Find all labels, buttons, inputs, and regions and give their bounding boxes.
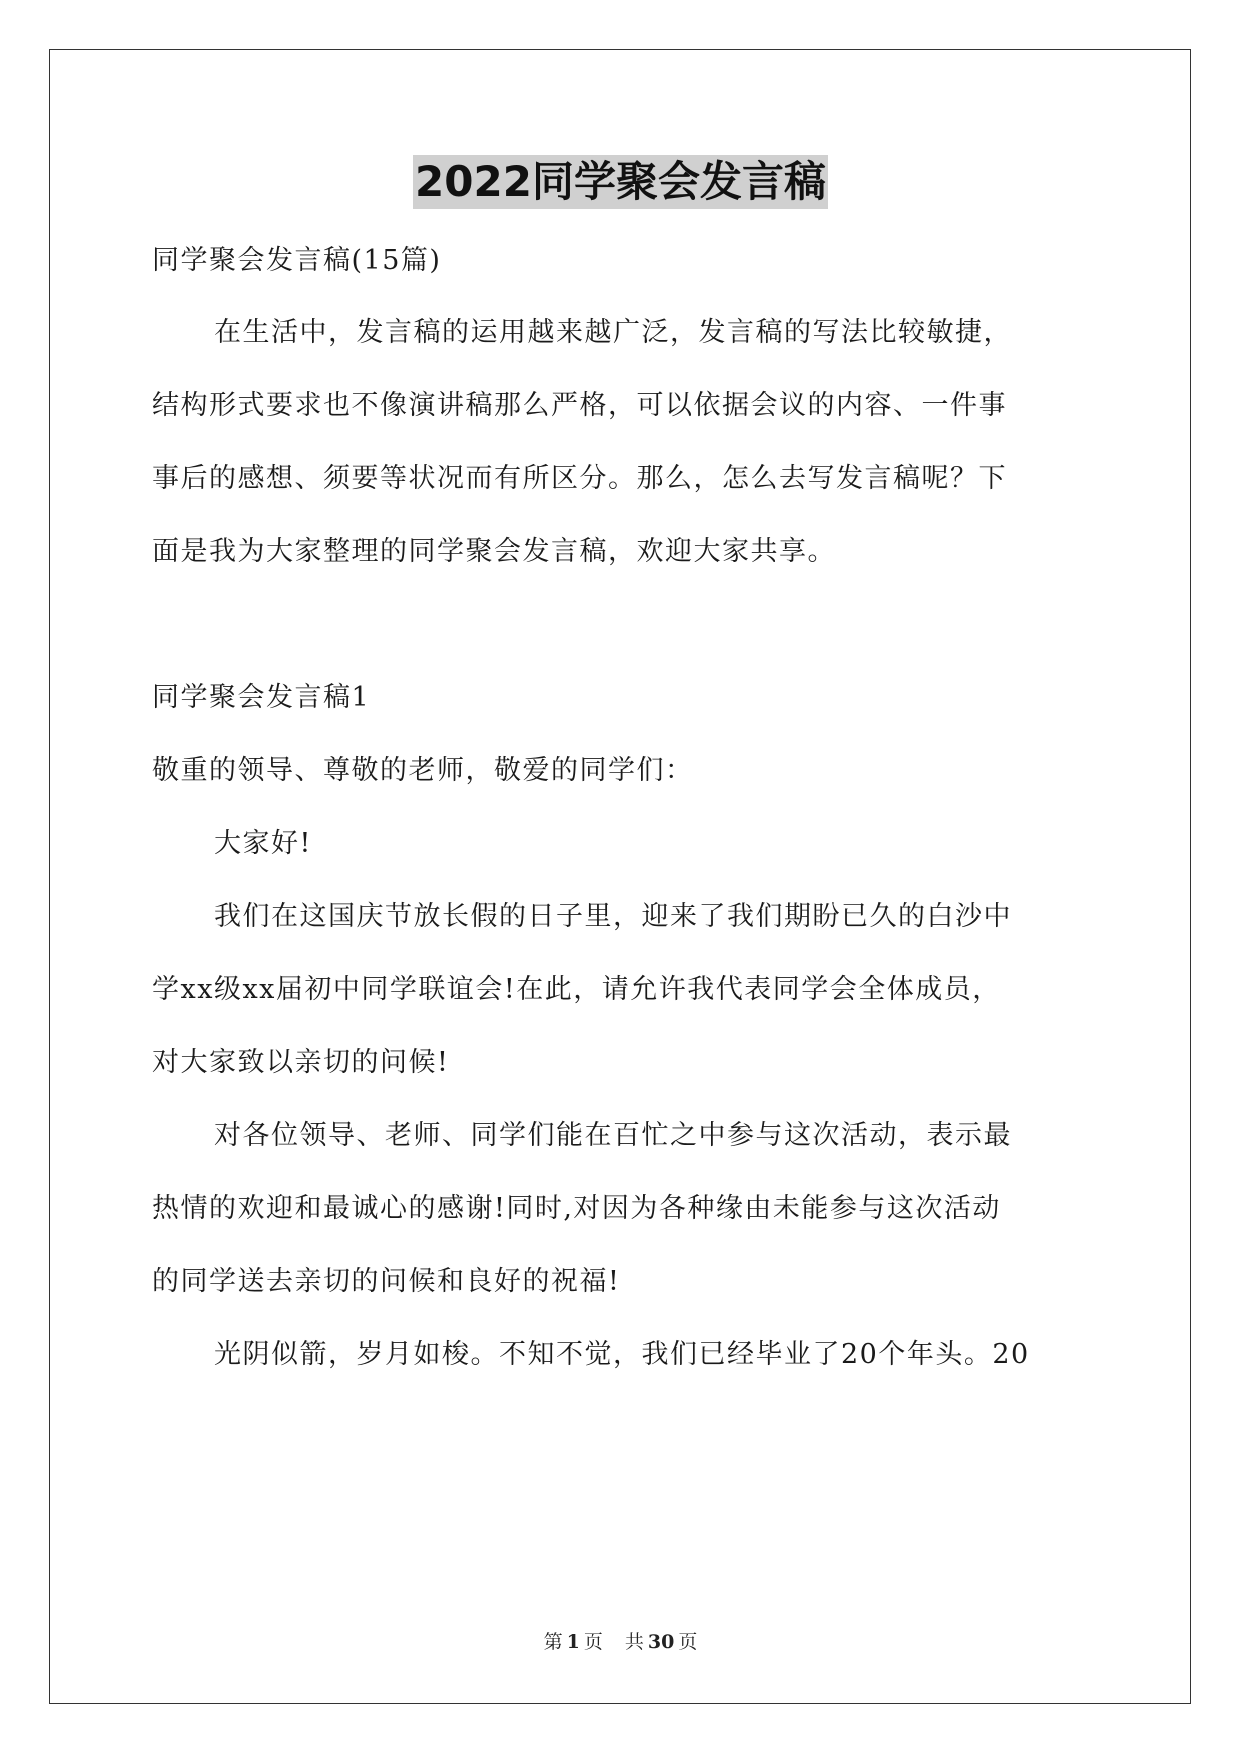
- paragraph-line: 事后的感想、须要等状况而有所区分。那么，怎么去写发言稿呢？下: [152, 463, 1007, 494]
- paragraph-line: 对各位领导、老师、同学们能在百忙之中参与这次活动，表示最: [214, 1120, 1012, 1151]
- paragraph-line: 在生活中，发言稿的运用越来越广泛，发言稿的写法比较敏捷，: [214, 317, 1012, 348]
- page-suffix: 页: [583, 1631, 603, 1653]
- paragraph-line: 面是我为大家整理的同学聚会发言稿，欢迎大家共享。: [152, 536, 836, 567]
- paragraph-line: 的同学送去亲切的问候和良好的祝福!: [152, 1266, 621, 1297]
- paragraph-line: 结构形式要求也不像演讲稿那么严格，可以依据会议的内容、一件事: [152, 390, 1007, 421]
- paragraph-line: 学xx级xx届初中同学联谊会!在此，请允许我代表同学会全体成员，: [152, 974, 1001, 1005]
- page-prefix: 第: [543, 1631, 563, 1653]
- section-heading: 同学聚会发言稿1: [152, 682, 371, 713]
- document-title: 2022同学聚会发言稿: [413, 155, 828, 209]
- page-number: 1: [566, 1631, 580, 1653]
- page-footer: [0, 1630, 1241, 1654]
- salutation-line: 敬重的领导、尊敬的老师，敬爱的同学们：: [152, 755, 694, 786]
- page-indicator: [540, 1631, 607, 1653]
- paragraph-line: 对大家致以亲切的问候!: [152, 1047, 450, 1078]
- title-container: [0, 155, 1241, 209]
- total-pages-indicator: [621, 1631, 701, 1653]
- paragraph-line: 热情的欢迎和最诚心的感谢!同时,对因为各种缘由未能参与这次活动: [152, 1193, 1001, 1224]
- greeting-line: 大家好!: [214, 828, 312, 859]
- page-border: [49, 49, 1191, 1704]
- paragraph-line: 我们在这国庆节放长假的日子里，迎来了我们期盼已久的白沙中: [214, 901, 1012, 932]
- subtitle-line: 同学聚会发言稿(15篇): [152, 245, 442, 276]
- total-suffix: 页: [678, 1631, 698, 1653]
- total-pages: 30: [647, 1631, 675, 1653]
- paragraph-line: 光阴似箭，岁月如梭。不知不觉，我们已经毕业了20个年头。20: [214, 1339, 1030, 1370]
- total-prefix: 共: [624, 1631, 644, 1653]
